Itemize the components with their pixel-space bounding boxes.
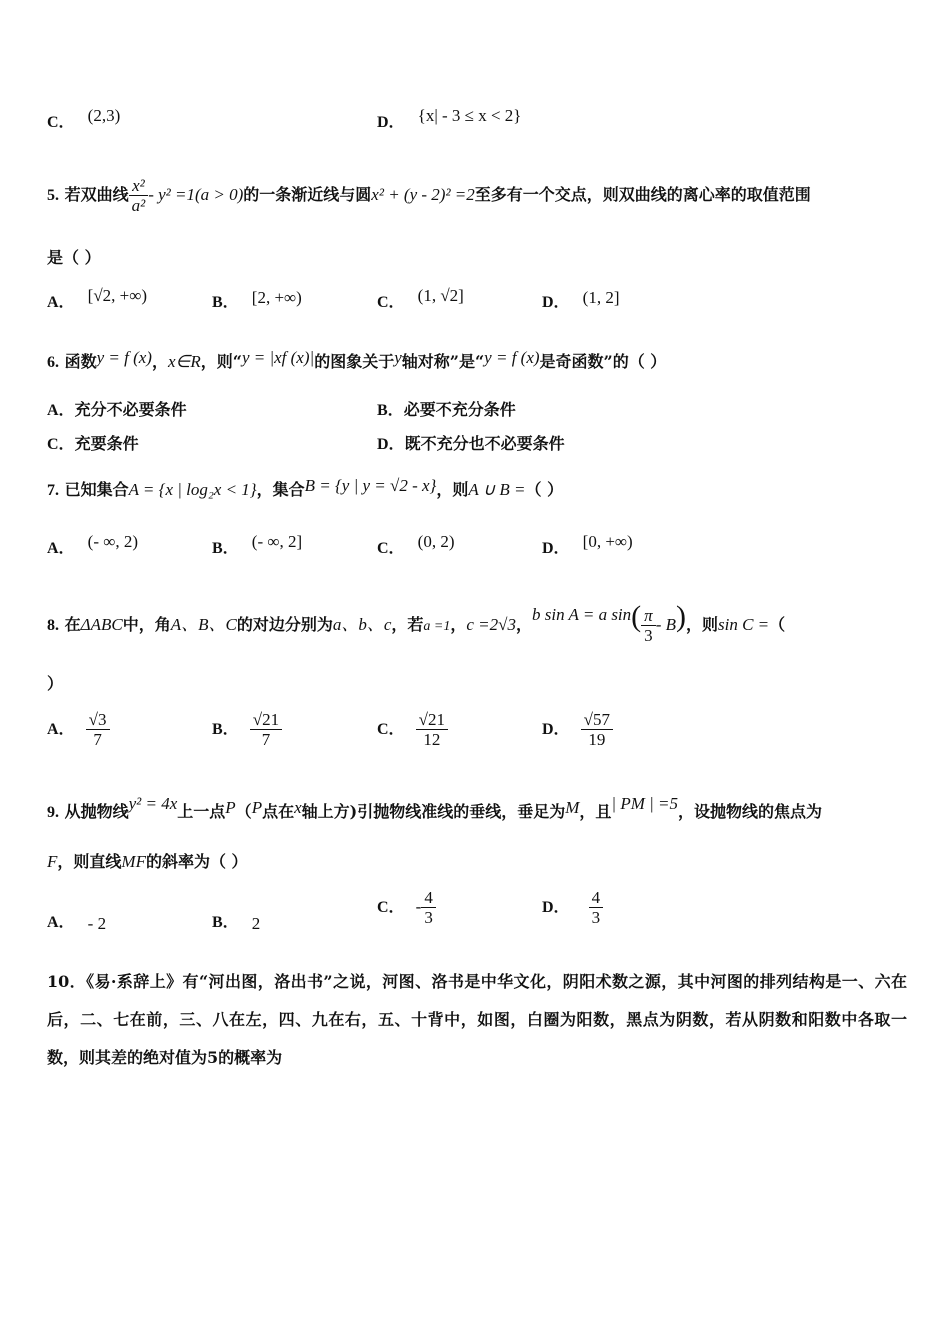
q8-option-b[interactable]: B． $\frac{√21}{7}$ [212, 710, 282, 749]
question-number: 7. [47, 482, 59, 499]
q10-stem: 10．《易·系辞上》有“河出图，洛出书”之说，河图、洛书是中华文化，阴阳术数之源，其中河图的排列结构是一、六在后，二、七在前，三、八在左，四、九在右，五、十背中，如图，白圈为阳数，黑点为阴数，若从阴数和阳数中各取一数，则其差的绝对值为5的概率为 [47, 972, 907, 1067]
q9-option-a[interactable]: A． - 2 [47, 914, 107, 933]
q9-stem: 9. 从抛物线y² = 4x上一点P（P点在x轴上方)引抛物线准线的垂线，垂足为M，且| PM | =5，设抛物线的焦点为 [47, 794, 823, 821]
question-number: 6. [47, 354, 59, 371]
hyperbola-fraction: $\frac{\text{x²}}{\text{a²}}$ [129, 176, 149, 215]
q5-stem: 5. 若双曲线 $\frac{\text{x²}}{\text{a²}}$ - y² =1(a > 0)的一条渐近线与圆x² + (y - 2)² =2至多有一个交点，则双曲线的离心率的取值范围 [47, 176, 811, 215]
q6-option-d[interactable]: D．既不充分也不必要条件 [377, 434, 565, 453]
q8-stem-cont: ） [47, 674, 64, 693]
q8-option-a[interactable]: A． $\frac{√3}{7}$ [47, 710, 110, 749]
q9-option-b[interactable]: B． 2 [212, 914, 261, 933]
q7-option-c[interactable]: C． (0, 2) [377, 532, 455, 557]
pi-over-3: $\frac{\pi}{3}$ [641, 606, 656, 645]
q5-option-c[interactable]: C． (1, √2] [377, 286, 464, 311]
option-label: C． [47, 114, 75, 131]
q6-option-b[interactable]: B．必要不充分条件 [377, 400, 516, 419]
question-number: 9. [47, 804, 59, 821]
question-number: 8. [47, 617, 59, 634]
q5-option-d[interactable]: D． (1, 2] [542, 288, 620, 311]
circle-equation: x² + (y - 2)² =2 [371, 185, 475, 204]
q7-option-a[interactable]: A． (- ∞, 2) [47, 532, 139, 557]
q9-option-c[interactable]: C． - $\frac{4}{3}$ [377, 888, 436, 927]
q8-stem: 8. 在ΔABC中，角A、B、C的对边分别为a、b、c，若a =1，c =2√3，b sin A = a sin( $\frac{\pi}{3}$ - B)，则sin C =（ [47, 600, 786, 645]
q9-option-d[interactable]: D． $\frac{4}{3}$ [542, 888, 603, 927]
q9-stem-cont: F，则直线MF的斜率为（ ） [47, 852, 248, 871]
q5-stem-cont: 是（ ） [47, 248, 101, 267]
q6-stem: 6. 函数y = f (x)，x∈R，则“y = |xf (x)|的图象关于y轴对称”是“y = f (x)是奇函数”的（ ） [47, 348, 667, 371]
question-number: 5. [47, 187, 59, 204]
q6-option-a[interactable]: A．充分不必要条件 [47, 400, 187, 419]
q8-option-d[interactable]: D． $\frac{√57}{19}$ [542, 710, 613, 749]
option-value: {x| - 3 ≤ x < 2} [417, 106, 522, 125]
q5-option-a[interactable]: A． [√2, +∞) [47, 286, 148, 311]
option-label: D． [377, 114, 405, 131]
q7-option-b[interactable]: B． (- ∞, 2] [212, 532, 303, 557]
q7-stem: 7. 已知集合A = {x | log₂x < 1}，集合B = {y | y = √2 - x}，则A ∪ B =（ ） [47, 476, 564, 499]
q4-option-d[interactable] [377, 106, 522, 133]
q5-option-b[interactable]: B． [2, +∞) [212, 288, 302, 311]
q8-option-c[interactable]: C． $\frac{√21}{12}$ [377, 710, 448, 749]
hyperbola-equation: - y² =1(a > 0) [148, 185, 244, 204]
q6-option-c[interactable]: C．充要条件 [47, 434, 139, 453]
q7-option-d[interactable]: D． [0, +∞) [542, 532, 633, 557]
q4-option-c[interactable] [47, 106, 121, 133]
option-value: (2,3) [87, 106, 121, 125]
